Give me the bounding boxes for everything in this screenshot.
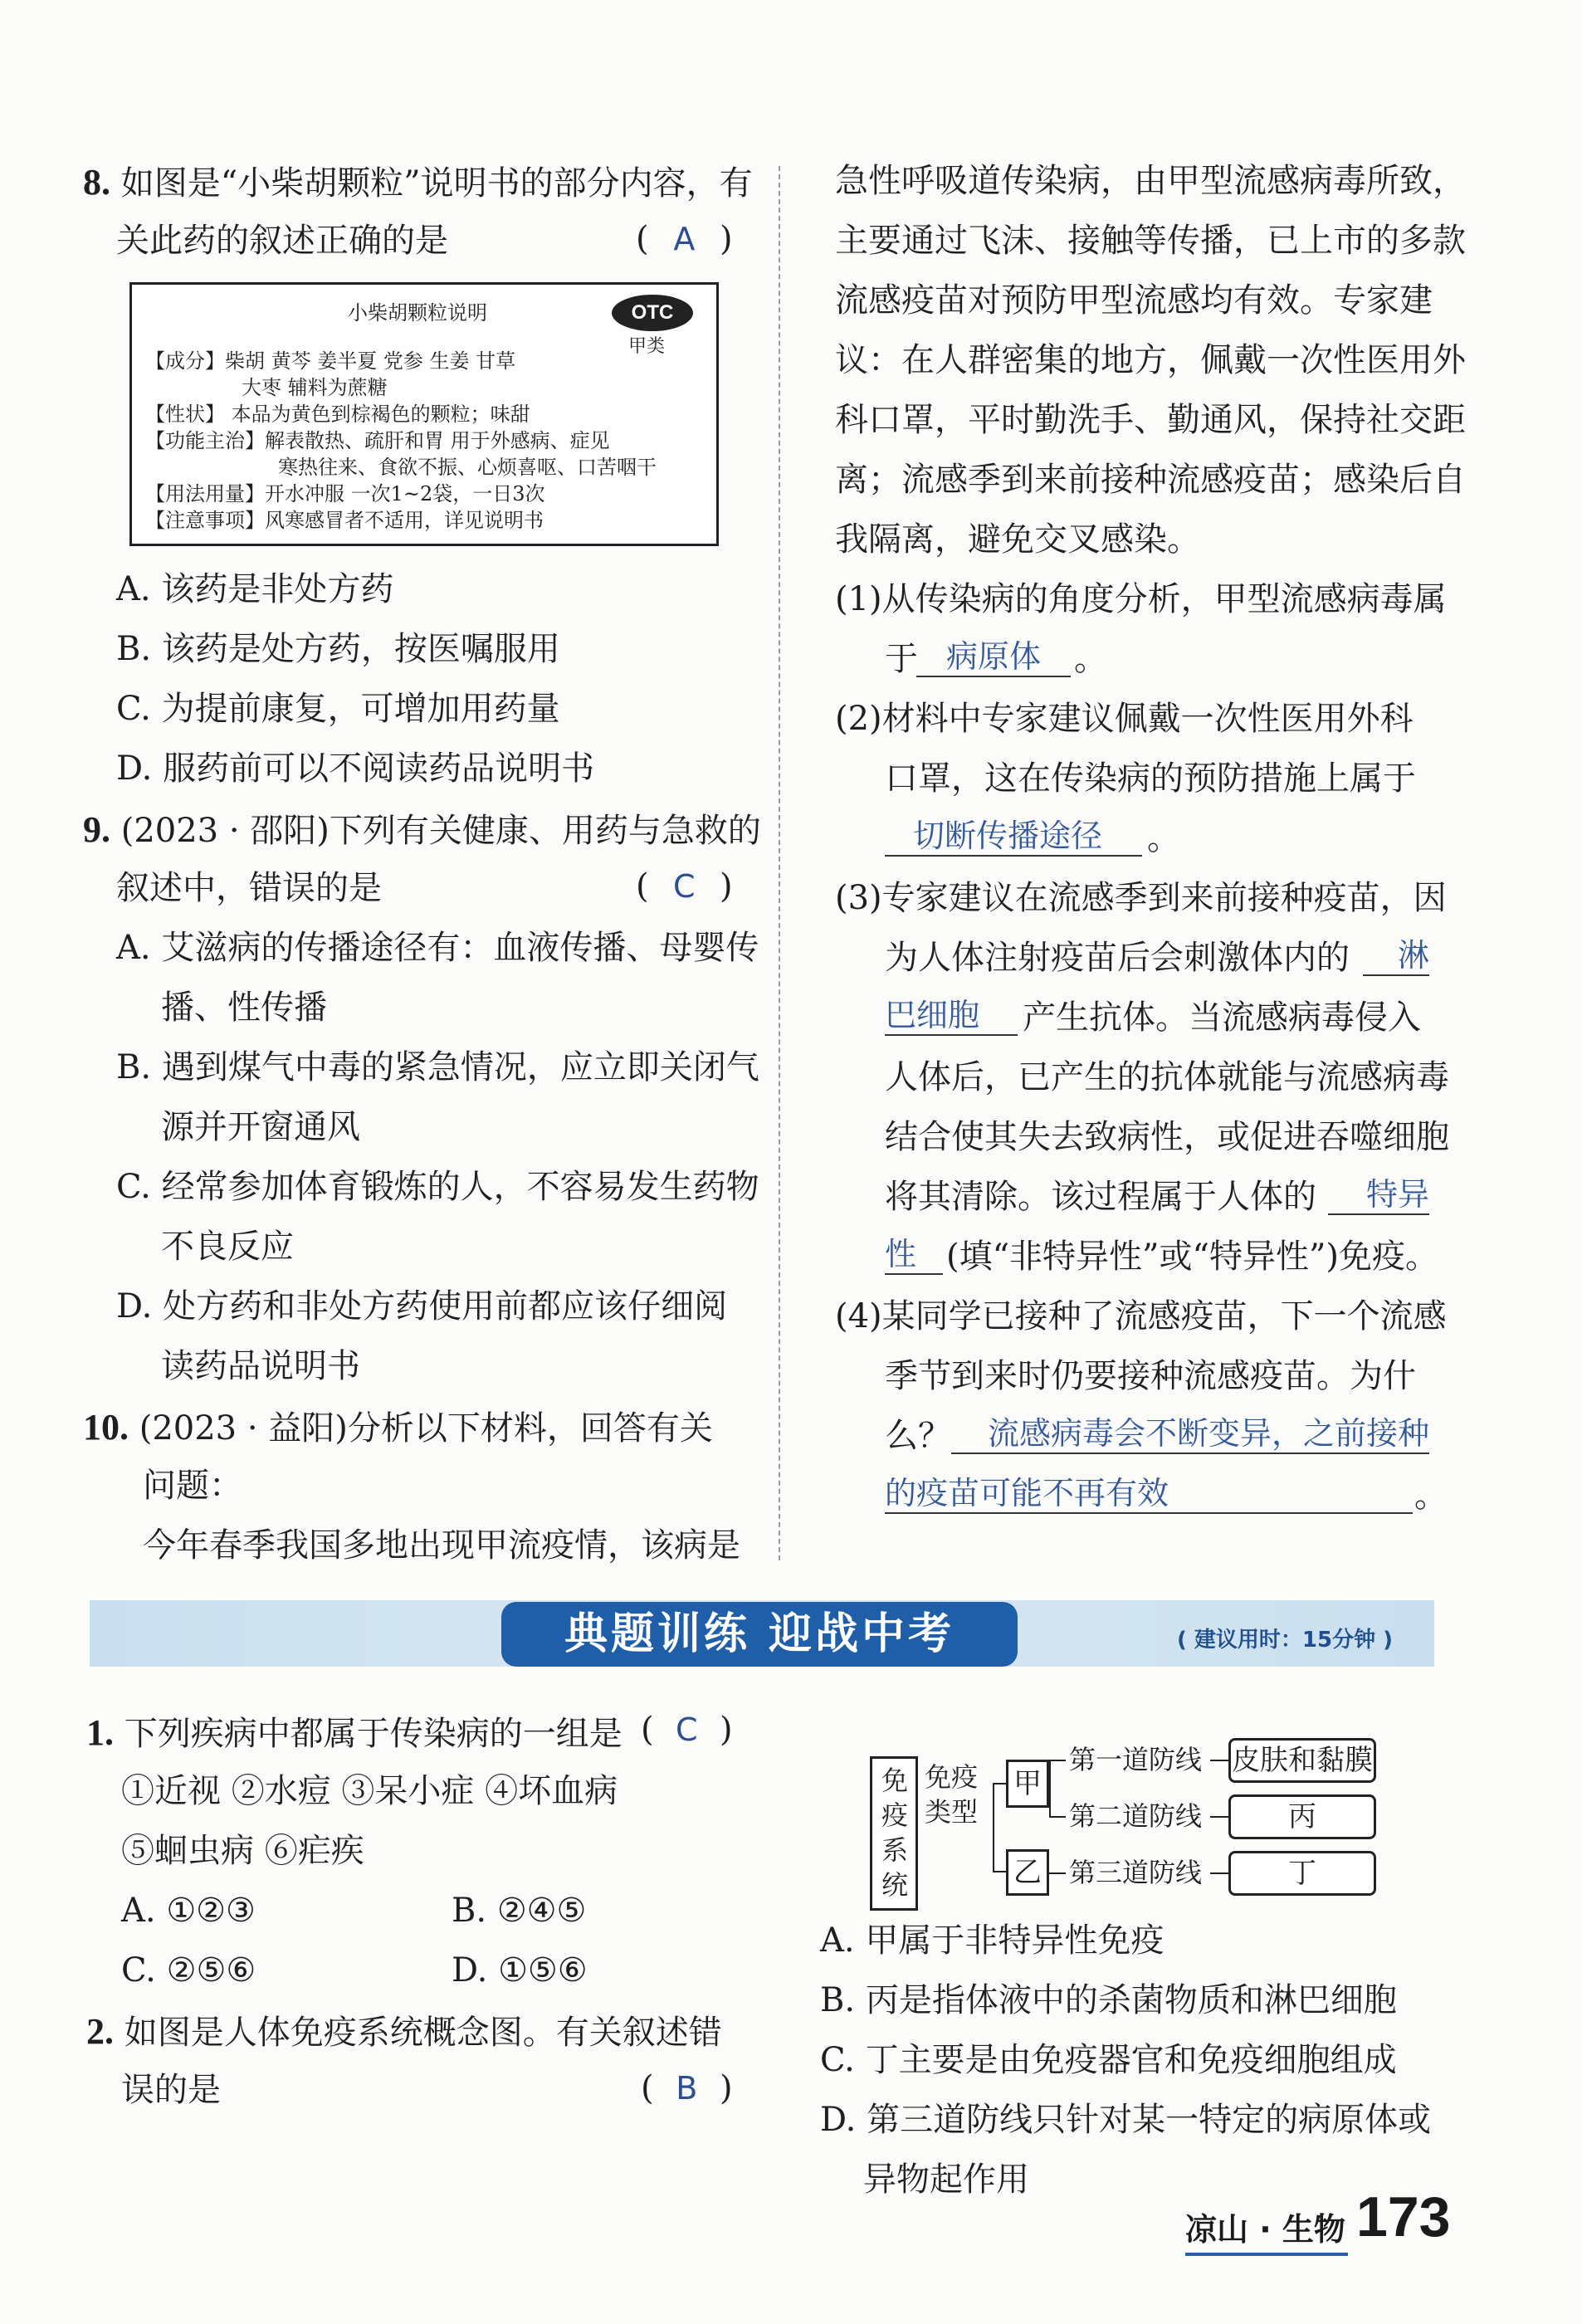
q9-option-b-cont: 源并开窗通风: [161, 1108, 360, 1146]
diagram-connector: [1210, 1872, 1228, 1874]
diagram-box1: 皮肤和黏膜: [1228, 1738, 1376, 1783]
b2-option-b: B. 丙是指体液中的杀菌物质和淋巴细胞: [820, 1981, 1397, 2019]
q10-material-line: 离；流感季到来前接种流感疫苗；感染后自: [835, 461, 1466, 499]
otc-badge: OTC: [612, 295, 693, 331]
diagram-connector: [1049, 1816, 1066, 1818]
q10-sub3-line5: 结合使其失去致病性，或促进吞噬细胞: [885, 1118, 1449, 1156]
q9-stem-line1: (2023 · 邵阳)下列有关健康、用药与急救的: [120, 812, 761, 850]
q9-number: 9.: [83, 809, 110, 850]
b1-option-c: C. ②⑤⑥: [121, 1951, 256, 1990]
q10-sub3-line7: (填“非特异性”或“特异性”)免疫。: [946, 1238, 1439, 1276]
q10-sub4-line2: 季节到来时仍要接种流感疫苗。为什: [885, 1357, 1416, 1395]
q10-sub3-line4: 人体后，已产生的抗体就能与流感病毒: [885, 1058, 1449, 1096]
q9-line1: [83, 809, 761, 850]
b2-option-a: A. 甲属于非特异性免疫: [820, 1921, 1165, 1960]
q10-sub4-answer-b: 的疫苗可能不再有效: [885, 1477, 1413, 1514]
label-title: 小柴胡颗粒说明: [348, 301, 487, 325]
q10-sub2-line2: 口罩，这在传染病的预防措施上属于: [885, 759, 1416, 798]
b2-line1: [86, 2011, 722, 2052]
label-line: 【成分】柴胡 黄芩 姜半夏 党参 生姜 甘草: [145, 349, 516, 373]
q10-sub3-line6: 将其清除。该过程属于人体的: [885, 1178, 1316, 1216]
diagram-connector: [993, 1783, 994, 1872]
q10-material-line: 议：在人群密集的地方，佩戴一次性医用外: [835, 341, 1466, 379]
b1-number: 1.: [86, 1712, 114, 1753]
footer-underline: [1185, 2253, 1348, 2256]
b1-line1: [86, 1712, 623, 1753]
diagram-line2: 第二道防线: [1069, 1800, 1203, 1832]
medicine-label: [129, 282, 719, 546]
q10-sub3-line3: 产生抗体。当流感病毒侵入: [1023, 998, 1421, 1037]
label-line: 大枣 辅料为蔗糖: [242, 376, 388, 399]
label-line: 【用法用量】开水冲服 一次1~2袋，一日3次: [145, 482, 545, 505]
q8-line2: [116, 222, 448, 260]
b2-option-d-cont: 异物起作用: [863, 2160, 1029, 2199]
q8-option-a: A. 该药是非处方药: [116, 570, 394, 608]
q8-option-d: D. 服药前可以不阅读药品说明书: [116, 749, 595, 788]
diagram-box2: 丙: [1228, 1794, 1376, 1839]
q10-sub1-prefix: 于: [885, 640, 918, 678]
q10-sub3-answer-c: 特异: [1328, 1179, 1429, 1215]
b2-option-d: D. 第三道防线只针对某一特定的病原体或: [820, 2101, 1432, 2139]
q10-sub4-suffix: 。: [1414, 1477, 1448, 1515]
q9-option-c: C. 经常参加体育锻炼的人，不容易发生药物: [116, 1168, 759, 1206]
page-number: 173: [1356, 2185, 1451, 2248]
b2-number: 2.: [86, 2011, 114, 2052]
diagram-jia-box: 甲: [1006, 1760, 1049, 1808]
q9-option-a-cont: 播、性传播: [161, 989, 327, 1027]
q10-sub3-answer-a: 淋: [1363, 940, 1429, 976]
suggested-time: ( 建议用时：15分钟 ): [1177, 1628, 1394, 1653]
q8-answer: A: [673, 221, 696, 257]
q10-stem-line2: 问题：: [143, 1467, 242, 1505]
diagram-yi-box: 乙: [1006, 1849, 1049, 1896]
column-divider: [779, 166, 780, 1560]
q10-sub3-line1: (3)专家建议在流感季到来前接种疫苗，因: [835, 879, 1447, 917]
q8-option-c: C. 为提前康复，可增加用药量: [116, 690, 560, 728]
diagram-line3: 第三道防线: [1069, 1857, 1203, 1888]
q9-answer: C: [673, 868, 696, 905]
section-title: 典题训练 迎战中考: [501, 1602, 1018, 1667]
label-line: 【性状】 本品为黄色到棕褐色的颗粒；味甜: [145, 403, 530, 426]
q10-sub3-answer-b: 巴细胞: [885, 999, 1018, 1036]
diagram-connector: [1210, 1816, 1228, 1818]
q10-material-line: 科口罩，平时勤洗手、勤通风，保持社交距: [835, 401, 1466, 439]
diagram-connector: [994, 1871, 1006, 1872]
label-line: 【注意事项】风寒感冒者不适用，详见说明书: [145, 509, 544, 532]
q9-option-d: D. 处方药和非处方药使用前都应该仔细阅: [116, 1287, 728, 1326]
q10-stem-line1: (2023 · 益阳)分析以下材料，回答有关: [139, 1409, 713, 1448]
q10-sub1-answer: 病原体: [916, 641, 1071, 677]
label-line: 【功能主治】解表散热、疏肝和胃 用于外感病、症见: [145, 429, 610, 452]
q10-sub3-line2: 为人体注射疫苗后会刺激体内的: [885, 939, 1350, 977]
q10-material-line: 急性呼吸道传染病，由甲型流感病毒所致，: [835, 162, 1466, 200]
diagram-connector: [994, 1783, 1006, 1784]
b2-answer-paren: ( B ): [641, 2069, 733, 2107]
q10-material-line: 我隔离，避免交叉感染。: [835, 520, 1200, 559]
b1-option-a: A. ①②③: [121, 1892, 256, 1930]
b2-answer: B: [676, 2070, 698, 2107]
q10-sub4-prefix: 么？: [885, 1417, 951, 1455]
footer-subject: 凉山 · 生物: [1185, 2211, 1345, 2248]
q10-sub1-suffix: 。: [1074, 640, 1107, 678]
b1-option-b: B. ②④⑤: [452, 1892, 587, 1930]
q9-stem-line2: 叙述中，错误的是: [116, 869, 382, 907]
q8-option-b: B. 该药是处方药，按医嘱服用: [116, 630, 560, 668]
diagram-root-label: 免疫系统: [881, 1765, 909, 1901]
otc-class: 甲类: [628, 336, 666, 357]
q10-number: 10.: [83, 1407, 129, 1448]
diagram-connector: [1049, 1760, 1051, 1816]
diagram-connector: [1049, 1872, 1066, 1874]
q8-answer-paren: ( A ): [636, 220, 733, 258]
q10-sub1-line1: (1)从传染病的角度分析，甲型流感病毒属: [835, 580, 1447, 618]
q9-option-d-cont: 读药品说明书: [161, 1347, 360, 1385]
diagram-box3: 丁: [1228, 1851, 1376, 1896]
diagram-connector: [1049, 1760, 1066, 1761]
label-line: 寒热往来、食欲不振、心烦喜呕、口苦咽干: [278, 456, 657, 479]
q10-line1: [83, 1409, 713, 1446]
b1-answer: C: [676, 1711, 698, 1748]
b1-stem: 下列疾病中都属于传染病的一组是: [124, 1715, 623, 1753]
q9-option-b: B. 遇到煤气中毒的紧急情况，应立即关闭气: [116, 1048, 759, 1086]
diagram-line1: 第一道防线: [1069, 1744, 1203, 1775]
q10-sub2-suffix: 。: [1147, 819, 1180, 857]
b2-stem-line1: 如图是人体免疫系统概念图。有关叙述错: [124, 2014, 722, 2052]
b2-stem-line2: 误的是: [121, 2071, 221, 2109]
q10-material-line: 今年春季我国多地出现甲流疫情，该病是: [143, 1526, 740, 1565]
diagram-connector: [1210, 1760, 1228, 1761]
q8-stem-line2: 关此药的叙述正确的是: [116, 222, 448, 260]
q10-sub3-answer-d: 性: [885, 1238, 943, 1275]
q9-option-c-cont: 不良反应: [161, 1228, 294, 1266]
q10-material-line: 主要通过飞沫、接触等传播，已上市的多款: [835, 222, 1466, 260]
q8-line1: [83, 164, 753, 201]
q9-option-a: A. 艾滋病的传播途径有：血液传播、母婴传: [116, 929, 759, 967]
q10-sub2-answer: 切断传播途径: [885, 820, 1142, 857]
b2-option-c: C. 丁主要是由免疫器官和免疫细胞组成: [820, 2041, 1397, 2079]
b1-items-line1: ①近视 ②水痘 ③呆小症 ④坏血病: [121, 1772, 618, 1810]
q9-answer-paren: ( C ): [636, 867, 733, 906]
q10-sub2-line1: (2)材料中专家建议佩戴一次性医用外科: [835, 700, 1414, 738]
q10-sub4-line1: (4)某同学已接种了流感疫苗，下一个流感: [835, 1297, 1447, 1335]
q10-sub4-answer-a: 流感病毒会不断变异，之前接种: [951, 1418, 1429, 1454]
b1-items-line2: ⑤蛔虫病 ⑥疟疾: [121, 1832, 364, 1870]
q8-stem-line1: 如图是“小柴胡颗粒”说明书的部分内容，有: [120, 164, 753, 203]
q8-number: 8.: [83, 162, 110, 203]
diagram-type-label: 免疫类型: [925, 1761, 979, 1828]
b1-answer-paren: ( C ): [641, 1711, 733, 1749]
q10-material-line: 流感疫苗对预防甲型流感均有效。专家建: [835, 281, 1433, 320]
b1-option-d: D. ①⑤⑥: [452, 1951, 588, 1990]
